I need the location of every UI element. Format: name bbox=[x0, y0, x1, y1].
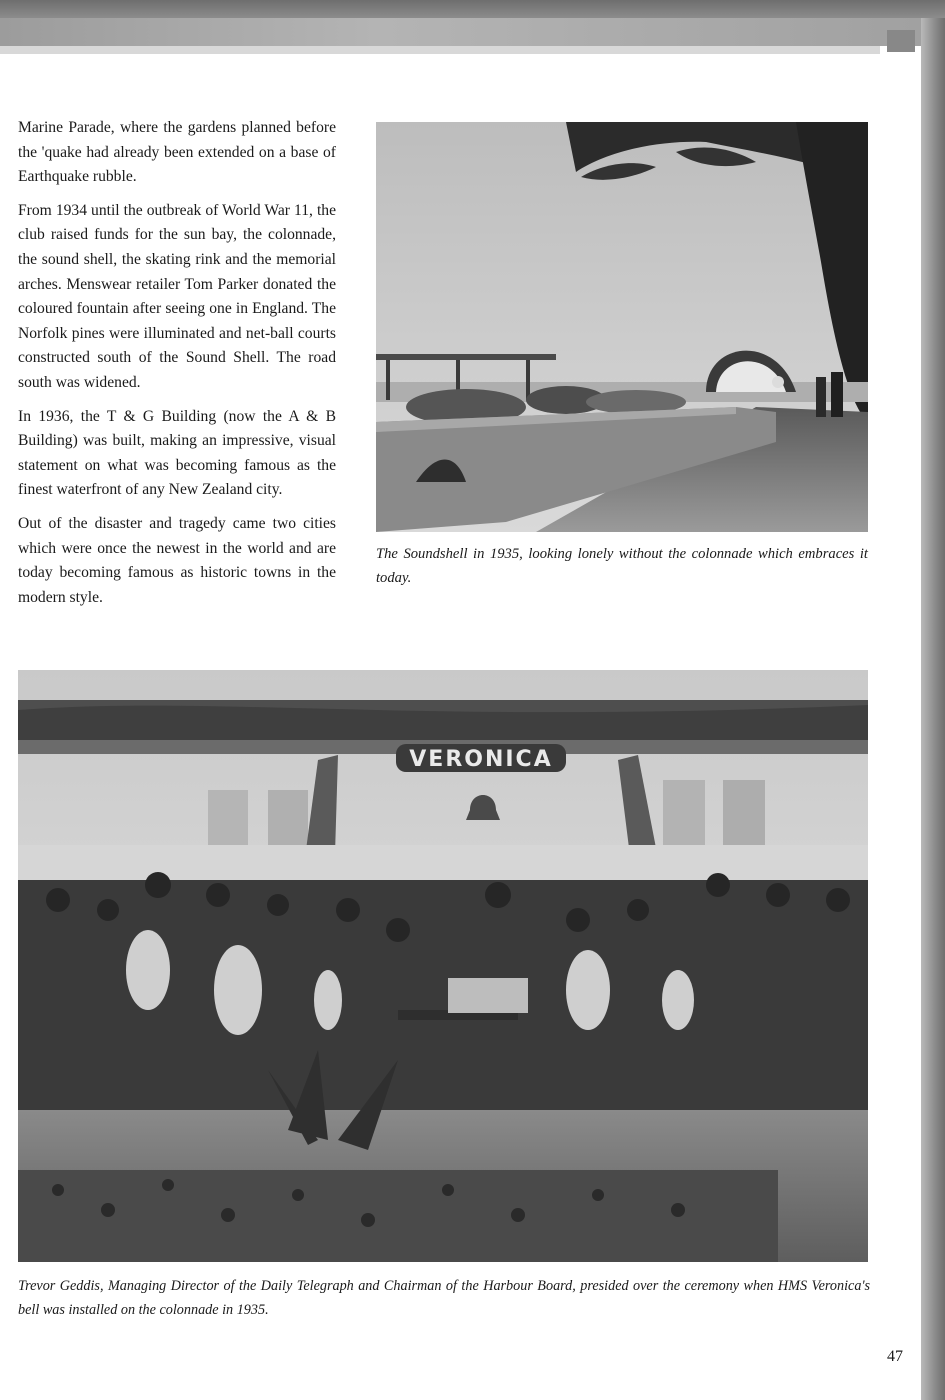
veronica-ceremony-caption: Trevor Geddis, Managing Director of the Daily Telegraph and Chairman of the Harbour Board, presided over the ceremony when HMS Veronica's bell was installed on the colonnade in 1935. bbox=[18, 1278, 870, 1318]
top-page-band bbox=[0, 0, 945, 18]
soundshell-photo bbox=[376, 122, 868, 532]
veronica-ceremony-photo bbox=[18, 670, 868, 1262]
paragraph-club-funds: From 1934 until the outbreak of World War 11, the club raised funds for the sun bay, the colonnade, the sound shell, the skating rink and the memorial arches. Menswear retailer Tom Parker donated the coloured fountain after seeing one in England. The Norfolk pines were illuminated and net-ball courts constructed south of the Sound Shell. The road south was widened. bbox=[18, 201, 336, 391]
body-text-column bbox=[18, 116, 336, 619]
veronica-sign-text: VERONICA bbox=[409, 747, 553, 772]
paragraph-marine-parade: Marine Parade, where the gardens planned before the 'quake had already been extended on a base of Earthquake rubble. bbox=[18, 119, 336, 186]
veronica-ceremony-photo-image bbox=[18, 670, 868, 1262]
header-rule-inner bbox=[0, 46, 880, 54]
soundshell-photo-image bbox=[376, 122, 868, 532]
paragraph-tg-building: In 1936, the T & G Building (now the A & B Building) was built, making an impressive, visual statement on what was becoming famous as the finest waterfront of any New Zealand city. bbox=[18, 407, 336, 499]
header-corner-block bbox=[887, 30, 915, 52]
soundshell-caption: The Soundshell in 1935, looking lonely without the colonnade which embraces it today. bbox=[376, 546, 868, 586]
paragraph-disaster: Out of the disaster and tragedy came two cities which were once the newest in the world and are today becoming famous as historic towns in the modern style. bbox=[18, 514, 336, 606]
page-edge-shadow bbox=[921, 18, 945, 1400]
header-rule bbox=[0, 18, 945, 46]
page-number: 47 bbox=[887, 1348, 903, 1365]
